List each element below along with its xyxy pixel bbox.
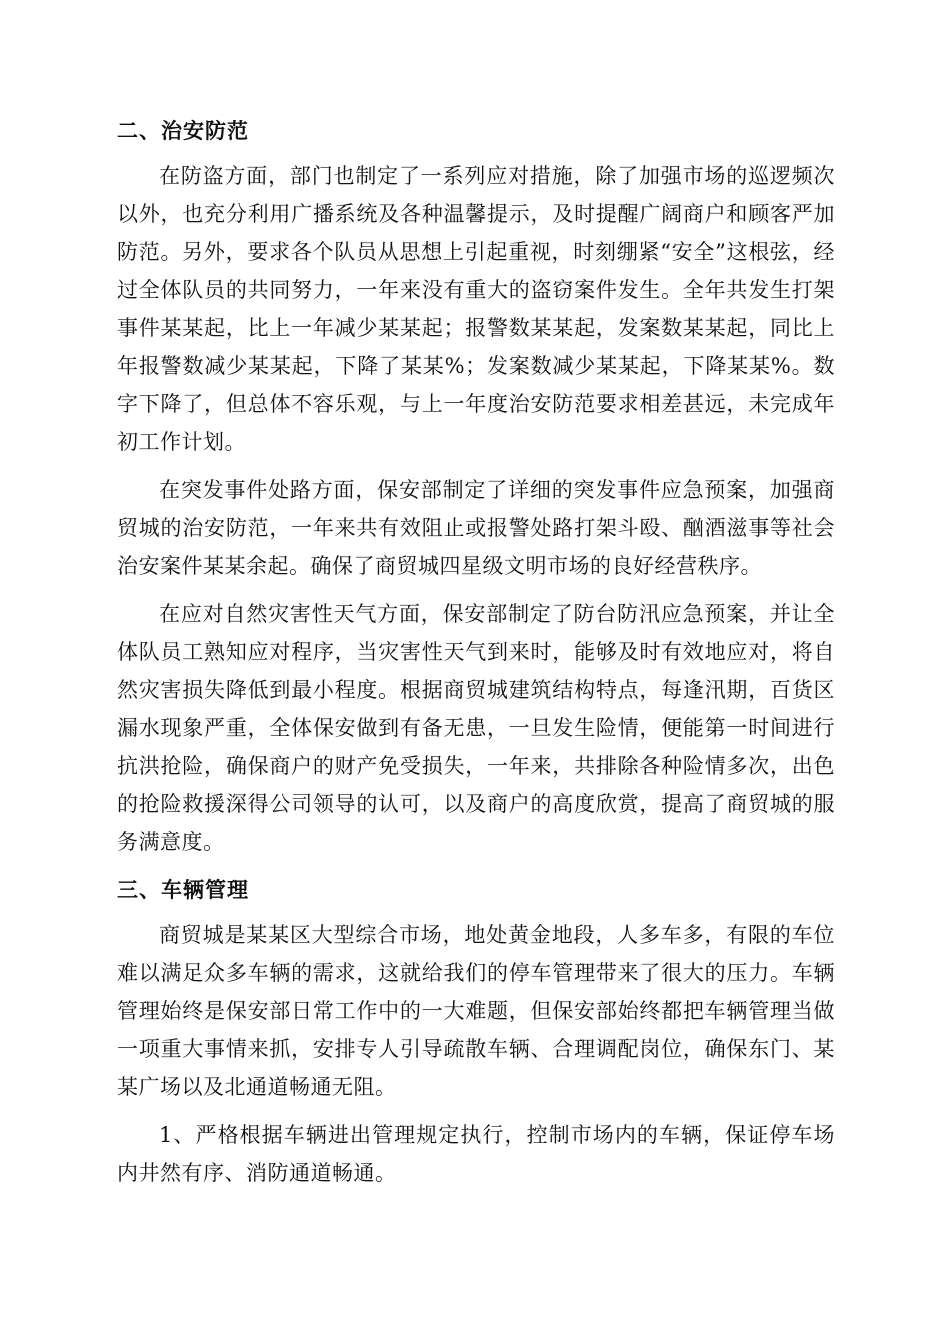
paragraph-theft-prevention: 在防盗方面，部门也制定了一系列应对措施，除了加强市场的巡逻频次以外，也充分利用广播系统及各种温馨提示，及时提醒广阔商户和顾客严加防范。另外，要求各个队员从思想上引起重视，时刻绷紧“安全”这根弦，经过全体队员的共同努力，一年来没有重大的盗窃案件发生。全年共发生打架事件某某起，比上一年减少某某起；报警数某某起，发案数某某起，同比上年报警数减少某某起，下降了某某%；发案数减少某某起，下降某某%。数字下降了，但总体不容乐观，与上一年度治安防范要求相差甚远，未完成年初工作计划。	[117, 164, 835, 454]
paragraph-emergency-handling: 在突发事件处路方面，保安部制定了详细的突发事件应急预案，加强商贸城的治安防范，一年来共有效阻止或报警处路打架斗殴、酗酒滋事等社会治安案件某某余起。确保了商贸城四星级文明市场的良好经营秩序。	[117, 478, 835, 578]
paragraph-vehicle-rule-1: 1、严格根据车辆进出管理规定执行，控制市场内的车辆，保证停车场内井然有序、消防通道畅通。	[117, 1123, 835, 1185]
section-heading-vehicle-management: 三、车辆管理	[117, 878, 249, 902]
document-body	[117, 112, 835, 1202]
section-heading-public-security: 二、治安防范	[117, 119, 249, 143]
paragraph-natural-disaster: 在应对自然灾害性天气方面，保安部制定了防台防汛应急预案，并让全体队员工熟知应对程序，当灾害性天气到来时，能够及时有效地应对，将自然灾害损失降低到最小程度。根据商贸城建筑结构特点，每逢汛期，百货区漏水现象严重，全体保安做到有备无患，一旦发生险情，便能第一时间进行抗洪抢险，确保商户的财产免受损失，一年来，共排除各种险情多次，出色的抢险救援深得公司领导的认可，以及商户的高度欣赏，提高了商贸城的服务满意度。	[117, 602, 835, 854]
paragraph-vehicle-overview: 商贸城是某某区大型综合市场，地处黄金地段，人多车多，有限的车位难以满足众多车辆的需求，这就给我们的停车管理带来了很大的压力。车辆管理始终是保安部日常工作中的一大难题，但保安部始终都把车辆管理当做一项重大事情来抓，安排专人引导疏散车辆、合理调配岗位，确保东门、某某广场以及北通道畅通无阻。	[117, 923, 835, 1099]
